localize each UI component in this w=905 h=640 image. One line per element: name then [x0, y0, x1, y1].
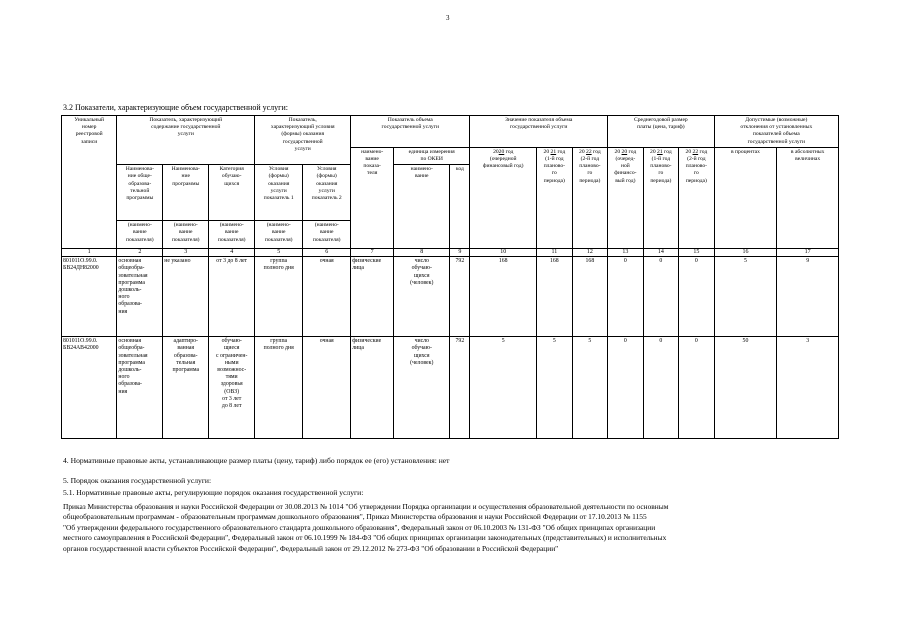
- header-year-1: 2020 год (очередной финансовый год): [470, 147, 537, 248]
- column-number: 2: [117, 249, 163, 257]
- column-number: 11: [537, 249, 573, 257]
- header-fee-year-1: 20 20 год (очеред- ной финансо- вый год): [608, 147, 644, 248]
- paragraph-5-order: 5. Порядок оказания государственной услуги:: [63, 476, 212, 485]
- column-number: 14: [643, 249, 679, 257]
- header-row-1: [62, 116, 839, 148]
- cell-category: от 3 до 8 лет: [209, 257, 255, 337]
- header-in-absolute: в абсолютных величинах: [777, 147, 839, 248]
- paragraph-4-fees: 4. Нормативные правовые акты, устанавливающие размер платы (цену, тариф) либо порядок ее (его) установления: нет: [63, 456, 450, 465]
- header-volume-name: наимено- вание показа- теля: [351, 147, 394, 248]
- header-naim-1: (наимено- вание показателя): [117, 221, 163, 249]
- cell-deviation-percent: 50: [714, 337, 777, 439]
- cell-unique: 801011О.99.0. БВ24АВ42000: [62, 337, 117, 439]
- header-volume-indicator: Показатель объема государственной услуги: [351, 116, 470, 148]
- column-number: 17: [777, 249, 839, 257]
- column-number: 9: [450, 249, 470, 257]
- header-unique-number: Уникальный номер реестровой записи: [62, 116, 117, 249]
- header-year-2: 20 21 год (1-й год планово- го периода): [537, 147, 573, 248]
- header-condition-2: Условия (формы) оказания услуги показатель 2: [303, 165, 351, 221]
- cell-value-2: 168: [537, 257, 573, 337]
- header-value-indicator: Значение показателя объема государственной услуги: [470, 116, 608, 148]
- cell-value-2: 5: [537, 337, 573, 439]
- header-condition-1: Условия (формы) оказания услуги показатель 1: [255, 165, 303, 221]
- table-row: [62, 257, 839, 337]
- header-unit-code: код: [450, 165, 470, 249]
- column-number: 10: [470, 249, 537, 257]
- cell-volume-name: физические лица: [351, 257, 394, 337]
- cell-fee-2: 0: [643, 337, 679, 439]
- header-naim-3: (наимено- вание показателя): [209, 221, 255, 249]
- column-number: 5: [255, 249, 303, 257]
- header-unit-name: наимено- вание: [394, 165, 450, 249]
- cell-deviation-percent: 5: [714, 257, 777, 337]
- paragraph-5-1-acts: 5.1. Нормативные правовые акты, регулирующие порядок оказания государственной услуги:: [63, 488, 364, 497]
- column-number: 12: [572, 249, 608, 257]
- cell-value-3: 5: [572, 337, 608, 439]
- header-naim-2: (наимено- вание показателя): [163, 221, 209, 249]
- cell-value-3: 168: [572, 257, 608, 337]
- header-student-category: Категория обучаю- щихся: [209, 165, 255, 221]
- cell-condition-1: группа полного дня: [255, 337, 303, 439]
- cell-program-name: основная общеобра- зовательная программа дошколь- ного образова- ния: [117, 257, 163, 337]
- column-number: 13: [608, 249, 644, 257]
- cell-program-name: основная общеобра- зовательная программа дошколь- ного образова- ния: [117, 337, 163, 439]
- act-line: местного самоуправления в Российской Федерации", Федеральный закон от 06.10.1999 № 184-ФЗ "Об общих принципах организации законодательных (представительных) и исполнительных: [63, 533, 667, 543]
- header-naim-4: (наимено- вание показателя): [255, 221, 303, 249]
- act-line: "Об утверждении федерального государственного образовательного стандарта дошкольного образования", Федеральный закон от 06.10.2003 № 131-ФЗ "Об общих принципах организации: [63, 522, 656, 532]
- header-fee-year-3: 20 22 год (2-й год планово- го периода): [679, 147, 715, 248]
- volume-indicators-table: [61, 115, 839, 439]
- header-naim-5: (наимено- вание показателя): [303, 221, 351, 249]
- cell-deviation-absolute: 9: [777, 257, 839, 337]
- regulatory-acts-text: [63, 502, 843, 554]
- cell-unit-code: 792: [450, 337, 470, 439]
- header-content-indicator: Показатель, характеризующий содержание государственной услуги: [117, 116, 255, 165]
- act-line: общеобразовательным программам - образовательным программам дошкольного образования", Приказ Министерства образования и науки Российской Федерации от 17.10.2013 № 1155: [63, 512, 647, 522]
- cell-unique: 801011О.99.0. БВ24ДН82000: [62, 257, 117, 337]
- cell-deviation-absolute: 3: [777, 337, 839, 439]
- cell-program: не указано: [163, 257, 209, 337]
- header-fee-year-2: 20 21 год (1-й год планово- го периода): [643, 147, 679, 248]
- header-okei-unit: единица измерения по ОКЕИ: [394, 147, 470, 164]
- table-row: [62, 337, 839, 439]
- cell-condition-2: очная: [303, 257, 351, 337]
- cell-condition-2: очная: [303, 337, 351, 439]
- column-number: 15: [679, 249, 715, 257]
- header-program: Наименова- ние программы: [163, 165, 209, 221]
- column-number: 3: [163, 249, 209, 257]
- cell-unit-name: число обучаю- щихся (человек): [394, 337, 450, 439]
- cell-unit-name: число обучаю- щихся (человек): [394, 257, 450, 337]
- column-number: 7: [351, 249, 394, 257]
- cell-fee-1: 0: [608, 337, 644, 439]
- cell-unit-code: 792: [450, 257, 470, 337]
- cell-fee-1: 0: [608, 257, 644, 337]
- act-line: Приказ Министерства образования и науки Российской Федерации от 30.08.2013 № 1014 "Об утверждении Порядка организации и осуществления образовательной деятельности по основным: [63, 502, 669, 511]
- header-allowed-deviation: Допустимые (возможные) отклонения от установленных показателей объема государственной услуги: [714, 116, 838, 148]
- header-in-percent: в процентах: [714, 147, 777, 248]
- cell-category: обучаю- щиеся с ограничен- ными возможнос- тями здоровья (ОВЗ) от 3 лет до 8 лет: [209, 337, 255, 439]
- column-number: 8: [394, 249, 450, 257]
- act-line: органов государственной власти субъектов Российской Федерации", Федеральный закон от 29.12.2012 № 273-ФЗ "Об образовании в Российской Федерации": [63, 543, 559, 553]
- cell-fee-3: 0: [679, 337, 715, 439]
- header-average-fee: Среднегодовой размер платы (цена, тариф): [608, 116, 715, 148]
- cell-value-1: 168: [470, 257, 537, 337]
- column-number: 1: [62, 249, 117, 257]
- header-program-name: Наименова- ние обще- образова- тельной программы: [117, 165, 163, 221]
- column-number: 4: [209, 249, 255, 257]
- page-number: 3: [446, 14, 450, 22]
- header-conditions-indicator: Показатель, характеризующий условия (формы) оказания государственной услуги: [255, 116, 351, 165]
- column-number: 16: [714, 249, 777, 257]
- header-year-3: 20 22 год (2-й год планово- го периода): [572, 147, 608, 248]
- cell-volume-name: физические лица: [351, 337, 394, 439]
- cell-value-1: 5: [470, 337, 537, 439]
- section-title: 3.2 Показатели, характеризующие объем государственной услуги:: [63, 103, 288, 112]
- column-number-row: [62, 249, 839, 257]
- cell-fee-2: 0: [643, 257, 679, 337]
- cell-program: адаптиро- ванная образова- тельная программа: [163, 337, 209, 439]
- cell-condition-1: группа полного дня: [255, 257, 303, 337]
- column-number: 6: [303, 249, 351, 257]
- cell-fee-3: 0: [679, 257, 715, 337]
